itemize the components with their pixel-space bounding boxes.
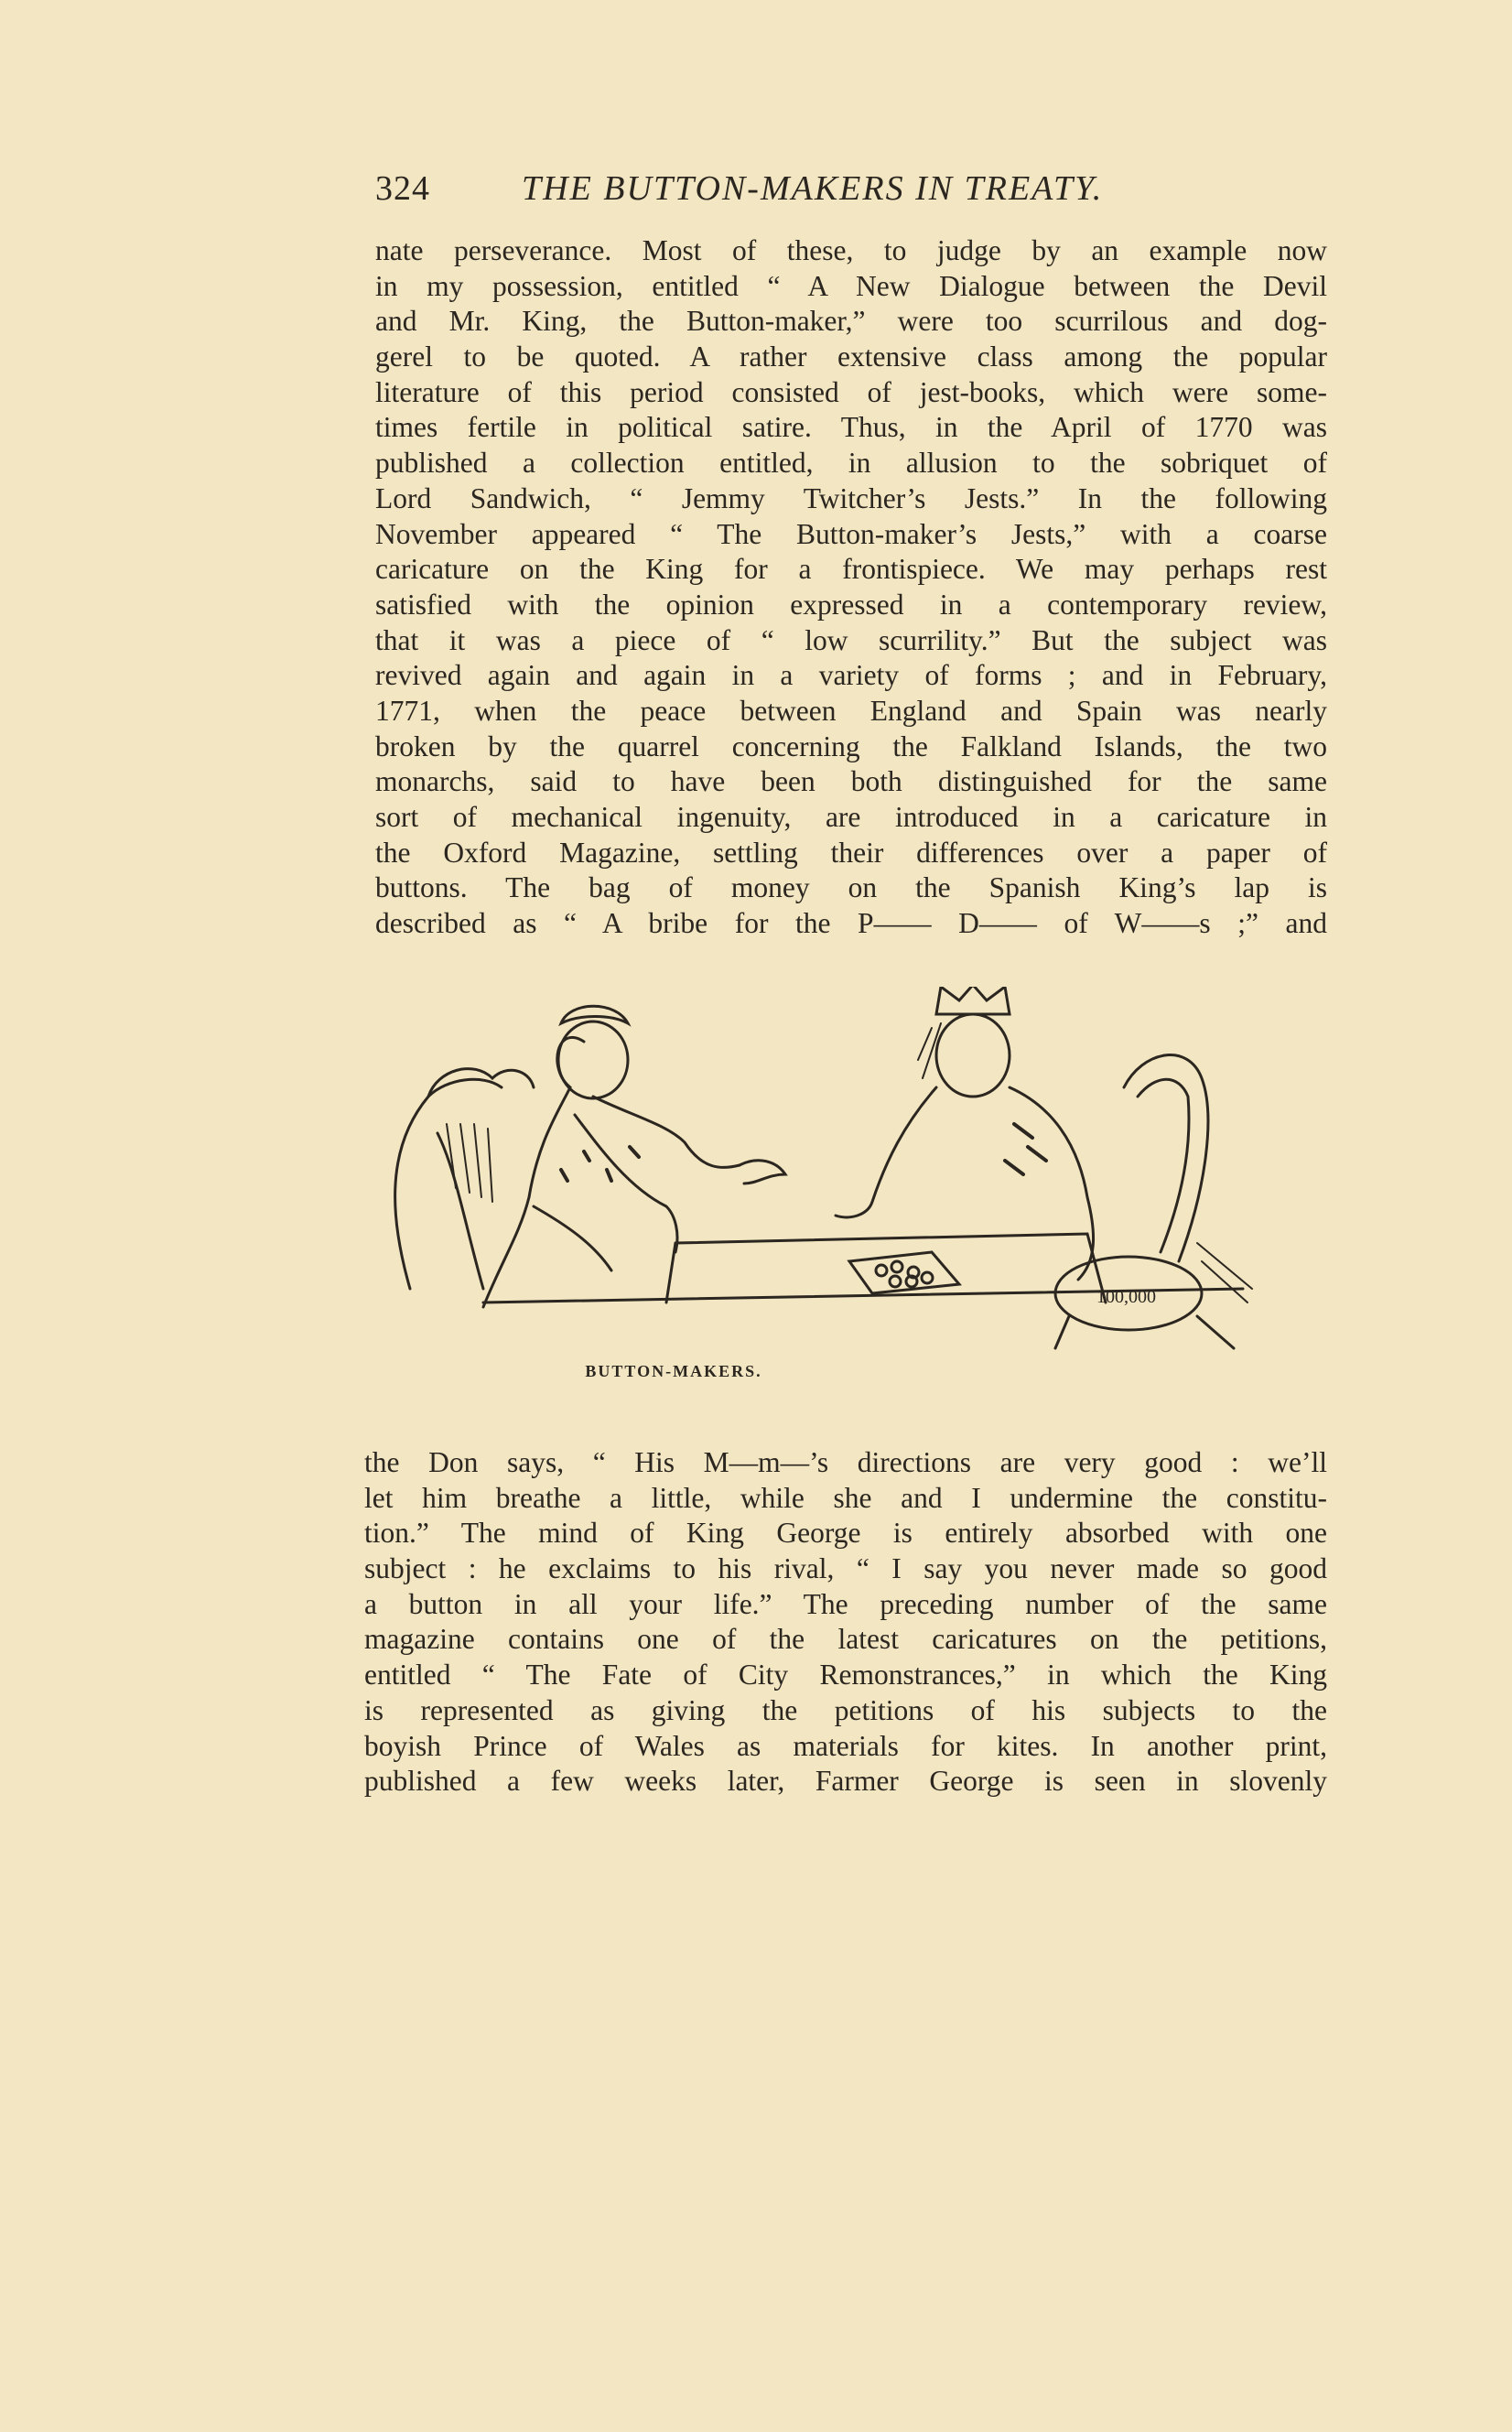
text-line: let him breathe a little, while she and I undermine the constitu- xyxy=(364,1481,1327,1514)
figure-caption xyxy=(0,1362,1512,1381)
text-line: is represented as giving the petitions of his subjects to the xyxy=(364,1693,1327,1726)
text-line: gerel to be quoted. A rather extensive class among the popular xyxy=(375,340,1327,373)
text-line: caricature on the King for a frontispiece. We may perhaps rest xyxy=(375,553,1327,586)
text-line: satisfied with the opinion expressed in a contemporary review, xyxy=(375,588,1327,621)
text-line: a button in all your life.” The preceding number of the same xyxy=(364,1587,1327,1620)
right-chair-back xyxy=(1124,1055,1208,1261)
text-line: the Don says, “ His M—m—’s directions are very good : we’ll xyxy=(364,1446,1327,1478)
text-line: and Mr. King, the Button-maker,” were too scurrilous and dog- xyxy=(375,305,1327,338)
bag-label: 100,000 xyxy=(1096,1287,1156,1307)
text-line: described as “ A bribe for the P—— D—— of W——s ;” and xyxy=(375,907,1327,940)
paragraph-top xyxy=(375,233,1327,942)
text-line: entitled “ The Fate of City Remonstrances,” in which the King xyxy=(364,1659,1327,1692)
text-line: published a collection entitled, in allusion to the sobriquet of xyxy=(375,447,1327,480)
text-line: times fertile in political satire. Thus, in the April of 1770 was xyxy=(375,411,1327,444)
page-header xyxy=(375,163,1345,218)
text-line: monarchs, said to have been both distinguished for the same xyxy=(375,765,1327,798)
text-line: boyish Prince of Wales as materials for kites. In another print, xyxy=(364,1729,1327,1762)
text-line: buttons. The bag of money on the Spanish King’s lap is xyxy=(375,871,1327,904)
paragraph-bottom xyxy=(364,1445,1327,1800)
text-line: the Oxford Magazine, settling their differences over a paper of xyxy=(375,836,1327,869)
george-figure xyxy=(483,1037,584,1307)
text-line: sort of mechanical ingenuity, are introduced in a caricature in xyxy=(375,801,1327,833)
paper-of-buttons xyxy=(849,1252,959,1293)
button-makers-engraving xyxy=(373,987,1302,1353)
text-line: 1771, when the peace between England and Spain was nearly xyxy=(375,694,1327,727)
page-number: 324 xyxy=(375,169,430,208)
text-line: tion.” The mind of King George is entirely absorbed with one xyxy=(364,1517,1327,1550)
text-line: Lord Sandwich, “ Jemmy Twitcher’s Jests.” In the following xyxy=(375,481,1327,514)
caption-text: BUTTON-MAKERS. xyxy=(585,1362,762,1380)
spanish-king-figure xyxy=(936,1014,1010,1097)
caricature-illustration xyxy=(373,987,1302,1353)
text-line: magazine contains one of the latest caricatures on the petitions, xyxy=(364,1623,1327,1656)
text-line: nate perseverance. Most of these, to judge by an example now xyxy=(375,234,1327,266)
running-title: THE BUTTON-MAKERS IN TREATY. xyxy=(522,169,1104,208)
text-line: literature of this period consisted of jest-books, which were some- xyxy=(375,375,1327,408)
text-line: broken by the quarrel concerning the Falkland Islands, the two xyxy=(375,730,1327,762)
left-chair-back xyxy=(395,1079,502,1289)
text-line: revived again and again in a variety of forms ; and in February, xyxy=(375,659,1327,692)
text-line: that it was a piece of “ low scurrility.” But the subject was xyxy=(375,623,1327,656)
text-line: in my possession, entitled “ A New Dialogue between the Devil xyxy=(375,269,1327,302)
text-line: November appeared “ The Button-maker’s Jests,” with a coarse xyxy=(375,517,1327,550)
text-line: subject : he exclaims to his rival, “ I say you never made so good xyxy=(364,1552,1327,1585)
text-line: published a few weeks later, Farmer George is seen in slovenly xyxy=(364,1765,1327,1798)
